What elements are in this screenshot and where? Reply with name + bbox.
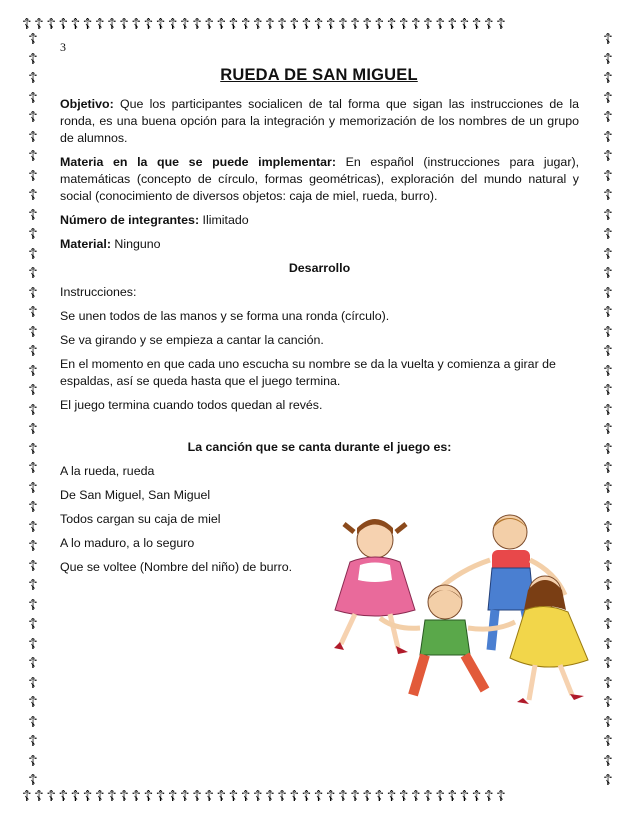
stick-figure-icon: ☦ <box>28 283 38 302</box>
instruction-line: Instrucciones: <box>60 285 137 299</box>
stick-figure-icon: ☦ <box>167 15 181 33</box>
instruction-line: Se unen todos de las manos y se forma una ronda (círculo). <box>60 309 390 323</box>
stick-figure-icon: ☦ <box>350 15 363 33</box>
song-line: De San Miguel, San Miguel <box>60 488 211 502</box>
stick-figure-icon: ☦ <box>483 787 497 805</box>
stick-figure-icon: ☦ <box>603 420 613 438</box>
integrantes-label: Número de integrantes: <box>60 213 200 227</box>
stick-figure-icon: ☦ <box>603 30 613 48</box>
stick-figure-icon: ☦ <box>374 15 387 33</box>
stick-figure-icon: ☦ <box>28 264 38 282</box>
stick-figure-icon: ☦ <box>447 787 460 805</box>
stick-figure-icon: ☦ <box>277 787 290 805</box>
stick-figure-icon: ☦ <box>603 673 613 692</box>
stick-figure-icon: ☦ <box>192 787 205 805</box>
materia-paragraph <box>60 154 579 205</box>
stick-figure-icon: ☦ <box>240 15 253 33</box>
stick-figure-icon: ☦ <box>603 322 613 341</box>
stick-figure-icon: ☦ <box>338 15 351 33</box>
stick-figure-icon: ☦ <box>603 88 613 107</box>
material-paragraph <box>60 236 579 253</box>
stick-figure-icon: ☦ <box>603 751 613 770</box>
stick-figure-icon: ☦ <box>603 459 613 477</box>
border-bottom <box>22 786 618 806</box>
stick-figure-icon: ☦ <box>603 381 613 399</box>
stick-figure-icon: ☦ <box>131 787 144 805</box>
stick-figure-icon: ☦ <box>28 712 38 731</box>
stick-figure-icon: ☦ <box>82 15 95 33</box>
stick-figure-icon: ☦ <box>155 15 168 33</box>
stick-figure-icon: ☦ <box>603 264 613 282</box>
stick-figure-icon: ☦ <box>447 15 460 33</box>
stick-figure-icon: ☦ <box>28 595 38 614</box>
stick-figure-icon: ☦ <box>28 127 38 146</box>
stick-figure-icon: ☦ <box>603 49 613 68</box>
stick-figure-icon: ☦ <box>411 787 424 805</box>
stick-figure-icon: ☦ <box>28 186 38 204</box>
objetivo-paragraph <box>60 96 579 147</box>
stick-figure-icon: ☦ <box>265 15 278 33</box>
stick-figure-icon: ☦ <box>28 49 38 68</box>
stick-figure-icon: ☦ <box>301 787 314 805</box>
border-left <box>23 30 43 790</box>
stick-figure-icon: ☦ <box>603 634 613 653</box>
stick-figure-icon: ☦ <box>70 15 83 33</box>
stick-figure-icon: ☦ <box>386 15 399 33</box>
stick-figure-icon: ☦ <box>496 15 509 33</box>
stick-figure-icon: ☦ <box>204 787 217 805</box>
stick-figure-icon: ☦ <box>143 787 156 805</box>
stick-figure-icon: ☦ <box>22 15 35 33</box>
stick-figure-icon: ☦ <box>28 420 38 438</box>
stick-figure-icon: ☦ <box>46 787 59 805</box>
stick-figure-icon: ☦ <box>180 15 193 33</box>
material-label: Material: <box>60 237 111 251</box>
stick-figure-icon: ☦ <box>423 787 436 805</box>
stick-figure-icon: ☦ <box>398 15 411 33</box>
stick-figure-icon: ☦ <box>28 30 38 48</box>
stick-figure-icon: ☦ <box>28 556 38 575</box>
children-dancing-in-circle-illustration <box>320 510 600 710</box>
stick-figure-icon: ☦ <box>28 303 38 321</box>
stick-figure-icon: ☦ <box>28 361 38 380</box>
stick-figure-icon: ☦ <box>58 787 71 805</box>
stick-figure-icon: ☦ <box>603 283 613 302</box>
stick-figure-icon: ☦ <box>28 771 38 789</box>
stick-figure-icon: ☦ <box>28 439 38 458</box>
stick-figure-icon: ☦ <box>289 787 302 805</box>
stick-figure-icon: ☦ <box>471 787 484 805</box>
stick-figure-icon: ☦ <box>435 787 448 805</box>
border-right <box>598 30 618 790</box>
page-number: 3 <box>60 40 66 54</box>
stick-figure-icon: ☦ <box>603 517 613 536</box>
stick-figure-icon: ☦ <box>374 787 387 805</box>
stick-figure-icon: ☦ <box>28 537 38 555</box>
stick-figure-icon: ☦ <box>252 787 266 805</box>
stick-figure-icon: ☦ <box>28 634 38 653</box>
stick-figure-icon: ☦ <box>603 69 613 87</box>
stick-figure-icon: ☦ <box>603 303 613 321</box>
stick-figure-icon: ☦ <box>603 244 613 263</box>
stick-figure-icon: ☦ <box>28 225 38 243</box>
stick-figure-icon: ☦ <box>603 732 613 750</box>
stick-figure-icon: ☦ <box>459 15 472 33</box>
stick-figure-icon: ☦ <box>603 654 613 672</box>
stick-figure-icon: ☦ <box>28 381 38 399</box>
stick-figure-icon: ☦ <box>603 576 613 594</box>
stick-figure-icon: ☦ <box>119 15 132 33</box>
stick-figure-icon: ☦ <box>155 787 168 805</box>
stick-figure-icon: ☦ <box>496 787 509 805</box>
stick-figure-icon: ☦ <box>94 787 108 805</box>
stick-figure-icon: ☦ <box>603 537 613 555</box>
stick-figure-icon: ☦ <box>28 342 38 360</box>
song-line: A la rueda, rueda <box>60 464 155 478</box>
instruction-line: El juego termina cuando todos quedan al revés. <box>60 398 323 412</box>
stick-figure-icon: ☦ <box>277 15 290 33</box>
stick-figure-icon: ☦ <box>313 15 326 33</box>
stick-figure-icon: ☦ <box>603 556 613 575</box>
stick-figure-icon: ☦ <box>107 15 120 33</box>
stick-figure-icon: ☦ <box>28 69 38 87</box>
stick-figure-icon: ☦ <box>28 166 38 185</box>
stick-figure-icon: ☦ <box>423 15 436 33</box>
stick-figure-icon: ☦ <box>325 15 339 33</box>
stick-figure-icon: ☦ <box>192 15 205 33</box>
integrantes-paragraph <box>60 212 579 229</box>
girl-pink-dress <box>334 519 415 654</box>
stick-figure-icon: ☦ <box>216 787 229 805</box>
stick-figure-icon: ☦ <box>313 787 326 805</box>
stick-figure-icon: ☦ <box>603 205 613 224</box>
stick-figure-icon: ☦ <box>28 459 38 477</box>
stick-figure-icon: ☦ <box>252 15 266 33</box>
stick-figure-icon: ☦ <box>107 787 120 805</box>
stick-figure-icon: ☦ <box>603 439 613 458</box>
objetivo-text: Que los participantes socialicen de tal forma que sigan las instrucciones de la ronda, es una buena opción para la integración y memorización de los nombres de un grupo de alumnos. <box>60 97 579 145</box>
stick-figure-icon: ☦ <box>325 787 339 805</box>
stick-figure-icon: ☦ <box>603 595 613 614</box>
instruction-line: En el momento en que cada uno escucha su nombre se da la vuelta y comienza a girar de espaldas, así se queda hasta que el juego termina. <box>60 357 556 388</box>
stick-figure-icon: ☦ <box>603 771 613 789</box>
stick-figure-icon: ☦ <box>603 342 613 360</box>
stick-figure-icon: ☦ <box>240 787 253 805</box>
stick-figure-icon: ☦ <box>483 15 497 33</box>
stick-figure-icon: ☦ <box>362 15 375 33</box>
stick-figure-icon: ☦ <box>603 400 613 419</box>
stick-figure-icon: ☦ <box>22 787 35 805</box>
stick-figure-icon: ☦ <box>28 147 38 165</box>
instruction-line: Se va girando y se empieza a cantar la canción. <box>60 333 324 347</box>
stick-figure-icon: ☦ <box>28 732 38 750</box>
stick-figure-icon: ☦ <box>119 787 132 805</box>
stick-figure-icon: ☦ <box>301 15 314 33</box>
stick-figure-icon: ☦ <box>167 787 181 805</box>
stick-figure-icon: ☦ <box>46 15 59 33</box>
song-line: Todos cargan su caja de miel <box>60 512 221 526</box>
stick-figure-icon: ☦ <box>28 517 38 536</box>
stick-figure-icon: ☦ <box>362 787 375 805</box>
stick-figure-icon: ☦ <box>603 147 613 165</box>
stick-figure-icon: ☦ <box>603 693 613 711</box>
stick-figure-icon: ☦ <box>28 478 38 497</box>
stick-figure-icon: ☦ <box>603 498 613 516</box>
stick-figure-icon: ☦ <box>411 15 424 33</box>
stick-figure-icon: ☦ <box>350 787 363 805</box>
stick-figure-icon: ☦ <box>94 15 108 33</box>
stick-figure-icon: ☦ <box>386 787 399 805</box>
stick-figure-icon: ☦ <box>28 88 38 107</box>
stick-figure-icon: ☦ <box>28 322 38 341</box>
stick-figure-icon: ☦ <box>28 693 38 711</box>
stick-figure-icon: ☦ <box>58 15 71 33</box>
stick-figure-icon: ☦ <box>28 751 38 770</box>
song-line: Que se voltee (Nombre del niño) de burro. <box>60 560 293 574</box>
stick-figure-icon: ☦ <box>28 498 38 516</box>
stick-figure-icon: ☦ <box>471 15 484 33</box>
stick-figure-icon: ☦ <box>28 615 38 633</box>
materia-label: Materia en la que se puede implementar: <box>60 155 336 169</box>
cancion-heading: La canción que se canta durante el juego es: <box>187 440 452 454</box>
stick-figure-icon: ☦ <box>265 787 278 805</box>
stick-figure-icon: ☦ <box>398 787 411 805</box>
stick-figure-icon: ☦ <box>289 15 302 33</box>
stick-figure-icon: ☦ <box>28 400 38 419</box>
stick-figure-icon: ☦ <box>603 225 613 243</box>
stick-figure-icon: ☦ <box>459 787 472 805</box>
stick-figure-icon: ☦ <box>131 15 144 33</box>
stick-figure-icon: ☦ <box>180 787 193 805</box>
material-text: Ninguno <box>114 237 161 251</box>
stick-figure-icon: ☦ <box>603 186 613 204</box>
stick-figure-icon: ☦ <box>603 712 613 731</box>
stick-figure-icon: ☦ <box>34 15 47 33</box>
stick-figure-icon: ☦ <box>70 787 83 805</box>
stick-figure-icon: ☦ <box>28 673 38 692</box>
stick-figure-icon: ☦ <box>204 15 217 33</box>
stick-figure-icon: ☦ <box>28 654 38 672</box>
objetivo-label: Objetivo: <box>60 97 114 111</box>
materia-text: En español (instrucciones para jugar), matemáticas (concepto de círculo, formas geométricas), exploración del mundo natural y social (conocimiento de diversos objetos: caja de miel, rueda, burro). <box>60 155 580 203</box>
stick-figure-icon: ☦ <box>603 478 613 497</box>
stick-figure-icon: ☦ <box>82 787 95 805</box>
stick-figure-icon: ☦ <box>28 108 38 126</box>
stick-figure-icon: ☦ <box>143 15 156 33</box>
stick-figure-icon: ☦ <box>228 15 241 33</box>
stick-figure-icon: ☦ <box>28 244 38 263</box>
stick-figure-icon: ☦ <box>34 787 47 805</box>
stick-figure-icon: ☦ <box>435 15 448 33</box>
stick-figure-icon: ☦ <box>338 787 351 805</box>
stick-figure-icon: ☦ <box>603 615 613 633</box>
stick-figure-icon: ☦ <box>603 108 613 126</box>
border-top <box>22 14 618 34</box>
stick-figure-icon: ☦ <box>603 361 613 380</box>
stick-figure-icon: ☦ <box>228 787 241 805</box>
desarrollo-heading: Desarrollo <box>288 261 351 275</box>
song-line: A lo maduro, a lo seguro <box>60 536 195 550</box>
stick-figure-icon: ☦ <box>28 205 38 224</box>
stick-figure-icon: ☦ <box>216 15 229 33</box>
stick-figure-icon: ☦ <box>603 166 613 185</box>
page-title: RUEDA DE SAN MIGUEL <box>220 66 418 84</box>
stick-figure-icon: ☦ <box>603 127 613 146</box>
stick-figure-icon: ☦ <box>28 576 38 594</box>
integrantes-text: Ilimitado <box>202 213 249 227</box>
